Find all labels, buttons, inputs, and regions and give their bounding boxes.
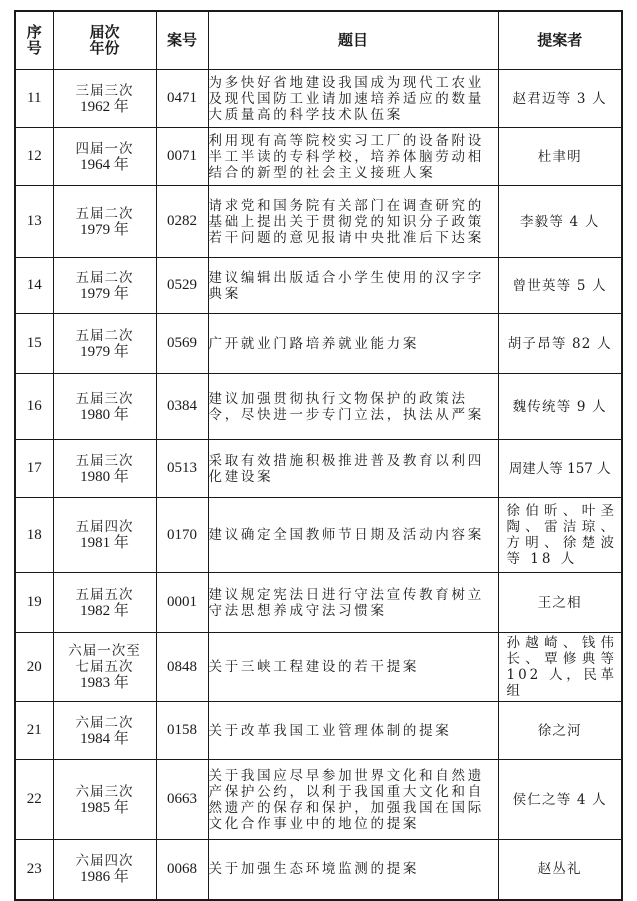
year-text: 1979 年: [80, 285, 129, 302]
row-case-no: 0848: [156, 633, 208, 702]
table-row: [15, 633, 622, 702]
header-index-line1: 序: [26, 23, 42, 41]
row-index: 21: [15, 702, 53, 760]
row-index: 19: [15, 573, 53, 633]
table-row: [15, 440, 622, 498]
year-text: 1979 年: [80, 221, 129, 238]
row-title: 为多快好省地建设我国成为现代工农业及现代国防工业请加速培养适应的数量大质量高的科学技术队伍案: [208, 70, 498, 128]
session-text: 六届三次: [75, 783, 134, 800]
session-text: 五届四次: [75, 519, 134, 535]
row-index: 16: [15, 374, 53, 440]
row-title: 建议加强贯彻执行文物保护的政策法令，尽快进一步专门立法，执法从严案: [208, 374, 498, 440]
row-session: [53, 633, 156, 702]
table-row: [15, 573, 622, 633]
header-proposer: 提案者: [498, 11, 622, 70]
table-row: [15, 258, 622, 314]
row-session: [53, 840, 156, 900]
row-session: [53, 314, 156, 374]
year-text: 1980 年: [80, 406, 129, 423]
table-row: [15, 840, 622, 900]
session-text: 六届二次: [75, 714, 134, 731]
row-index: 15: [15, 314, 53, 374]
row-proposer: 周建人等 157 人: [498, 440, 622, 498]
session-text: 五届二次: [75, 205, 134, 222]
year-text: 1981 年: [80, 535, 129, 551]
row-case-no: 0068: [156, 840, 208, 900]
row-case-no: 0384: [156, 374, 208, 440]
table-row: [15, 314, 622, 374]
row-proposer: 赵丛礼: [498, 840, 622, 900]
row-proposer: 徐伯昕、叶圣陶、雷洁琼、方明、徐楚波等 18 人: [498, 498, 622, 573]
row-proposer: 侯仁之等 4 人: [498, 760, 622, 840]
row-index: 13: [15, 186, 53, 258]
table-row: [15, 128, 622, 186]
row-session: [53, 258, 156, 314]
header-row: [15, 11, 622, 70]
row-case-no: 0529: [156, 258, 208, 314]
row-proposer: 李毅等 4 人: [498, 186, 622, 258]
row-title: 建议编辑出版适合小学生使用的汉字字典案: [208, 258, 498, 314]
row-proposer: 曾世英等 5 人: [498, 258, 622, 314]
session-text: 六届四次: [75, 853, 134, 870]
row-title: 关于三峡工程建设的若干提案: [208, 633, 498, 702]
session-text: 五届三次: [75, 390, 134, 407]
table-row: [15, 760, 622, 840]
header-session: [53, 11, 156, 70]
header-session-line1: 届次: [89, 23, 120, 41]
row-case-no: 0471: [156, 70, 208, 128]
row-title: 采取有效措施积极推进普及教育以利四化建设案: [208, 440, 498, 498]
row-index: 23: [15, 840, 53, 900]
row-session: [53, 186, 156, 258]
row-case-no: 0513: [156, 440, 208, 498]
row-index: 11: [15, 70, 53, 128]
row-title: 关于加强生态环境监测的提案: [208, 840, 498, 900]
row-title: 请求党和国务院有关部门在调查研究的基础上提出关于贯彻党的知识分子政策若干问题的意见报请中央批准后下达案: [208, 186, 498, 258]
session-text-line2: 七届五次: [75, 659, 134, 675]
row-case-no: 0001: [156, 573, 208, 633]
header-case-no: 案号: [156, 11, 208, 70]
row-proposer: 赵君迈等 3 人: [498, 70, 622, 128]
row-case-no: 0170: [156, 498, 208, 573]
row-session: [53, 760, 156, 840]
table-row: [15, 498, 622, 573]
session-text-line1: 六届一次至: [68, 643, 141, 659]
row-title: 利用现有高等院校实习工厂的设备附设半工半读的专科学校，培养体脑劳动相结合的新型的社会主义接班人案: [208, 128, 498, 186]
table-row: [15, 374, 622, 440]
row-index: 22: [15, 760, 53, 840]
row-proposer: 杜聿明: [498, 128, 622, 186]
row-case-no: 0158: [156, 702, 208, 760]
row-session: [53, 498, 156, 573]
year-text: 1962 年: [80, 98, 129, 115]
header-index: [15, 11, 53, 70]
row-title: 关于我国应尽早参加世界文化和自然遗产保护公约，以利于我国重大文化和自然遗产的保存和保护，加强我国在国际文化合作事业中的地位的提案: [208, 760, 498, 840]
row-title: 关于改革我国工业管理体制的提案: [208, 702, 498, 760]
row-case-no: 0569: [156, 314, 208, 374]
row-index: 14: [15, 258, 53, 314]
year-text: 1979 年: [80, 343, 129, 360]
row-session: [53, 70, 156, 128]
row-index: 12: [15, 128, 53, 186]
row-proposer: 胡子昂等 82 人: [498, 314, 622, 374]
row-title: 广开就业门路培养就业能力案: [208, 314, 498, 374]
row-title: 建议规定宪法日进行守法宣传教育树立守法思想养成守法习惯案: [208, 573, 498, 633]
row-case-no: 0663: [156, 760, 208, 840]
session-text: 三届三次: [75, 82, 134, 99]
row-case-no: 0071: [156, 128, 208, 186]
row-proposer: 魏传统等 9 人: [498, 374, 622, 440]
row-proposer: 王之相: [498, 573, 622, 633]
year-text: 1984 年: [80, 730, 129, 747]
proposals-table: [14, 10, 623, 901]
row-session: [53, 440, 156, 498]
row-session: [53, 374, 156, 440]
session-text: 四届一次: [75, 140, 134, 157]
row-title: 建议确定全国教师节日期及活动内容案: [208, 498, 498, 573]
year-text: 1983 年: [80, 675, 129, 691]
year-text: 1985 年: [80, 799, 129, 816]
row-index: 20: [15, 633, 53, 702]
row-proposer: 孙越崎、钱伟长、覃修典等 102 人，民革组: [498, 633, 622, 702]
table-row: [15, 70, 622, 128]
table-row: [15, 186, 622, 258]
table-row: [15, 702, 622, 760]
session-text: 五届二次: [75, 269, 134, 286]
year-text: 1964 年: [80, 156, 129, 173]
row-proposer: 徐之河: [498, 702, 622, 760]
year-text: 1982 年: [80, 602, 129, 619]
year-text: 1986 年: [80, 869, 129, 886]
year-text: 1980 年: [80, 468, 129, 485]
row-session: [53, 573, 156, 633]
row-session: [53, 702, 156, 760]
header-session-line2: 年份: [89, 39, 120, 57]
row-case-no: 0282: [156, 186, 208, 258]
row-index: 17: [15, 440, 53, 498]
row-index: 18: [15, 498, 53, 573]
header-index-line2: 号: [26, 39, 42, 57]
session-text: 五届三次: [75, 452, 134, 469]
session-text: 五届二次: [75, 327, 134, 344]
session-text: 五届五次: [75, 586, 134, 603]
row-session: [53, 128, 156, 186]
header-title: 题目: [208, 11, 498, 70]
